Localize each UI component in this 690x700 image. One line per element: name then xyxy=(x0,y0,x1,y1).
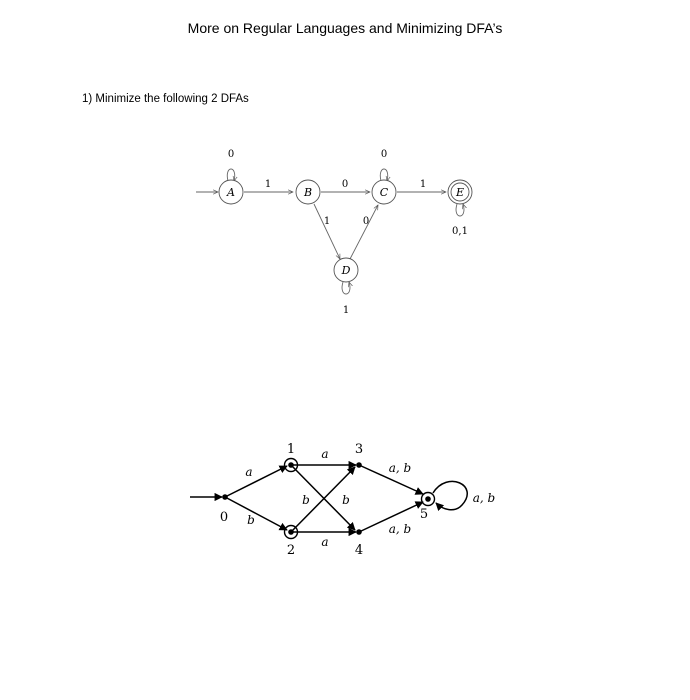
question-1: 1) Minimize the following 2 DFAs xyxy=(82,93,249,105)
dfa2-label-4-5: a, b xyxy=(388,522,412,536)
dfa2-state-0-label: 0 xyxy=(219,510,229,525)
dfa2-label-1-4: b xyxy=(302,493,310,507)
dfa1-state-c-label: C xyxy=(379,186,389,199)
dfa2-state-1 xyxy=(288,462,294,468)
dfa2-loop-5 xyxy=(433,481,467,509)
dfa1-label-e-e: 0,1 xyxy=(452,226,468,237)
dfa2-state-3 xyxy=(356,462,362,468)
dfa1-label-a-a: 0 xyxy=(227,149,235,160)
dfa2-label-5-5: a, b xyxy=(472,491,496,505)
dfa1-label-b-c: 0 xyxy=(341,179,349,190)
page-title: More on Regular Languages and Minimizing DFA’s xyxy=(187,20,503,36)
dfa2-label-0-2: b xyxy=(247,513,255,527)
dfa2-state-1-label: 1 xyxy=(286,442,296,457)
dfa2-state-5 xyxy=(425,496,431,502)
dfa1-label-d-c: 0 xyxy=(362,216,370,227)
dfa1-state-e-label: E xyxy=(455,186,465,199)
dfa1-label-a-b: 1 xyxy=(264,179,272,190)
dfa2-state-4-label: 4 xyxy=(354,543,364,558)
dfa2-state-5-label: 5 xyxy=(419,507,429,522)
dfa2-state-2 xyxy=(288,529,294,535)
dfa1-state-a-label: A xyxy=(227,186,235,199)
dfa1-label-d-d: 1 xyxy=(342,305,350,316)
dfa1-label-c-c: 0 xyxy=(380,149,388,160)
dfa2-label-2-4: a xyxy=(321,535,329,549)
dfa1-label-c-e: 1 xyxy=(419,179,427,190)
dfa1-state-b-label: B xyxy=(303,186,313,199)
dfa2-edge-0-2 xyxy=(225,497,287,530)
dfa2-state-0 xyxy=(222,494,228,500)
dfa2-label-3-5: a, b xyxy=(388,461,412,475)
dfa2-state-4 xyxy=(356,529,362,535)
dfa2-label-1-3: a xyxy=(321,447,329,461)
dfa2-label-2-3: b xyxy=(342,493,350,507)
dfa2-label-0-1: a xyxy=(245,465,253,479)
dfa2-edge-0-1 xyxy=(225,466,287,497)
dfa1-state-d-label: D xyxy=(341,264,351,277)
dfa1-label-b-d: 1 xyxy=(323,216,331,227)
dfa2-state-3-label: 3 xyxy=(354,442,364,457)
dfa2-state-2-label: 2 xyxy=(286,543,296,558)
